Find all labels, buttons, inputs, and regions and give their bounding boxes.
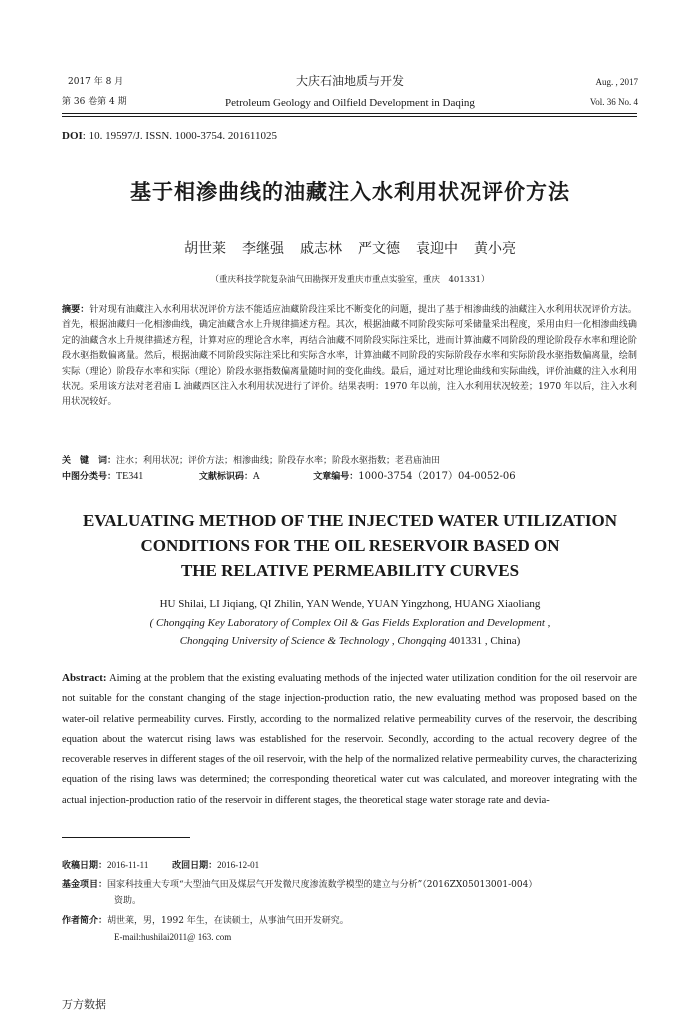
authors-en: HU Shilai, LI Jiqiang, QI Zhilin, YAN Wende, YUAN Yingzhong, HUANG Xiaoliang — [159, 598, 541, 610]
keywords-cn: 关 键 词：注水；利用状况；评价方法；相渗曲线；阶段存水率；阶段水驱指数；老君庙油田 — [62, 456, 441, 466]
title-cn: 基于相渗曲线的油藏注入水利用状况评价方法 — [130, 180, 570, 204]
abstract-en — [62, 668, 637, 811]
abstract-en-text: Aiming at the problem that the existing evaluating methods of the injected water utilization condition for the oil reservoir are not suitable for the constant changing of the stage injection-production ratio, the new evaluating method was proposed based on the water-oil relative permeability curves. Firstly, according to the normalized relative permeability curves of the reservoir, the describing equation about the watercut rising laws was established for the reservoir. Secondly, according to the actual recovery degree of the recoverable reserves in different stages of the oil reservoir, with the help of the normalized relative permeability curves, the characterizing equation of the rising laws was determined; the corresponding theoretical water cut was calculated, and moreover integrating with the actual injection-production ratio of the reservoir in different stages, the theoretical stage water storage rate and devia- — [62, 673, 637, 806]
abstract-cn — [62, 302, 637, 411]
footnote-email: E-mail:hushilai2011@ 163. com — [114, 932, 232, 942]
issue-date-cn: 2017 年 8 月 — [68, 77, 124, 87]
author-cn: 胡世莱 — [184, 241, 226, 257]
authors-cn — [0, 238, 700, 258]
volume-en: Vol. 36 No. 4 — [589, 97, 638, 107]
issue-date-en: Aug. , 2017 — [595, 77, 638, 87]
footnote-dates: 收稿日期：2016-11-11 改回日期：2016-12-01 — [62, 860, 260, 871]
footnote-fund: 基金项目：国家科技重大专项“大型油气田及煤层气开发微尺度渗流数学模型的建立与分析”（2016ZX05013001-004） — [62, 880, 538, 890]
author-cn: 严文德 — [358, 241, 400, 257]
footnote-author: 作者简介：胡世莱，男，1992 年生，在读硕士，从事油气田开发研究。 — [62, 916, 349, 926]
title-en-line-2: CONDITIONS FOR THE OIL RESERVOIR BASED ON — [140, 536, 560, 555]
affiliation-cn: （重庆科技学院复杂油气田勘探开发重庆市重点实验室，重庆 401331） — [210, 275, 490, 285]
classification-line: 中图分类号：TE341 文献标识码：A 文章编号：1000-3754（2017）04-0052-06 — [62, 471, 516, 482]
abstract-en-label: Abstract: — [62, 672, 107, 684]
header-rule-top — [62, 113, 637, 114]
affiliation-en-line-1: ( Chongqing Key Laboratory of Complex Oil & Gas Fields Exploration and Development , — [149, 617, 551, 629]
author-cn: 黄小亮 — [474, 241, 516, 257]
header-rule-bottom — [62, 116, 637, 117]
footnote-fund-cont: 资助。 — [114, 896, 142, 906]
journal-title-en: Petroleum Geology and Oilfield Development in Daqing — [225, 97, 475, 109]
affiliation-en-line-2: Chongqing University of Science & Technology , Chongqing 401331 , China) — [179, 635, 521, 647]
title-en-line-3: THE RELATIVE PERMEABILITY CURVES — [180, 561, 520, 580]
volume-cn: 第 36 卷第 4 期 — [62, 97, 127, 107]
author-cn: 袁迎中 — [416, 241, 458, 257]
watermark: 万方数据 — [62, 998, 106, 1011]
doi: DOI: 10. 19597/J. ISSN. 1000-3754. 201611025 — [62, 130, 278, 142]
journal-title-cn: 大庆石油地质与开发 — [295, 74, 404, 88]
author-cn: 李继强 — [242, 241, 284, 257]
footnote-rule — [62, 837, 190, 838]
author-cn: 戚志林 — [300, 241, 342, 257]
title-en-line-1: EVALUATING METHOD OF THE INJECTED WATER UTILIZATION — [82, 511, 618, 530]
abstract-cn-label: 摘要： — [62, 304, 90, 315]
abstract-cn-text: 针对现有油藏注入水利用状况评价方法不能适应油藏阶段注采比不断变化的问题，提出了基于相渗曲线的油藏注入水利用状况评价方法。首先，根据油藏归一化相渗曲线，确定油藏含水上升规律描述方程。其次，根据油藏不同阶段实际可采储量采出程度，采用由归一化相渗曲线确定的油藏含水上升规律描述方程，计算对应的理论含水率，再结合油藏不同阶段实际注采比，进而计算油藏不同阶段的理论阶段存水率和理论阶段水驱指数偏离量。然后，根据油藏不同阶段实际注采比和实际含水率，计算油藏不同阶段的实际阶段存水率和实际阶段水驱指数偏离量，绘制实际（理论）阶段存水率和实际（理论）阶段水驱指数偏离量随时间的变化曲线。最后，通过对比理论曲线和实际曲线，评价油藏的注入水利用状况。采用该方法对老君庙 L 油藏西区注入水利用状况进行了评价。结果表明：1970 年以前，注入水利用状况较差；1970 年以后，注入水利用状况较好。 — [62, 305, 637, 408]
